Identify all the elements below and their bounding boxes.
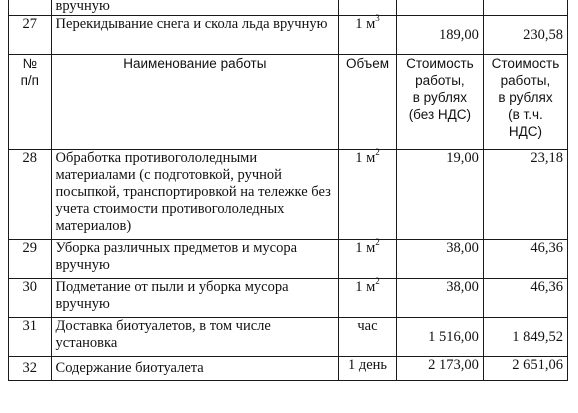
unit-cell xyxy=(339,147,397,240)
header-price-vat-cell: Стоимость работы, в рублях (в т.ч. НДС) xyxy=(483,55,567,150)
unit-cell xyxy=(339,13,397,55)
unit-cell xyxy=(339,318,397,357)
price-table xyxy=(8,0,568,381)
unit-cell xyxy=(339,0,397,16)
price-no-vat-cell: 19,00 xyxy=(396,150,483,240)
work-name-cell: Перекидывание снега и скола льда вручную xyxy=(51,16,339,55)
header-unit-cell: Объем xyxy=(339,55,397,150)
header-name-cell: Наименование работы xyxy=(51,55,339,150)
table-row xyxy=(9,357,568,381)
price-vat-cell xyxy=(483,0,567,16)
unit-value: 1 день xyxy=(347,357,388,373)
table-row xyxy=(9,240,568,279)
price-vat-cell: 1 849,52 xyxy=(483,318,567,357)
table-row-cut xyxy=(9,0,568,16)
work-name-cell: Подметание от пыли и уборка мусора вручную xyxy=(51,279,339,318)
row-number-cell: 29 xyxy=(9,240,52,279)
row-number-cell: 32 xyxy=(9,357,52,381)
unit-value: 1 м xyxy=(355,16,376,32)
price-table-body xyxy=(9,0,568,381)
price-no-vat-cell: 1 516,00 xyxy=(396,318,483,357)
unit-value: 1 м xyxy=(355,279,376,295)
price-no-vat-cell: 38,00 xyxy=(396,279,483,318)
price-vat-cell: 46,36 xyxy=(483,240,567,279)
table-row xyxy=(9,16,568,55)
row-number-cell: 31 xyxy=(9,318,52,357)
price-vat-cell: 23,18 xyxy=(483,150,567,240)
unit-cell xyxy=(339,357,397,381)
price-no-vat-cell xyxy=(396,0,483,16)
header-num-cell: № п/п xyxy=(9,55,52,150)
row-number-cell: 30 xyxy=(9,279,52,318)
unit-value: 1 м xyxy=(355,240,376,256)
work-name-cell: Уборка различных предметов и мусора вручную xyxy=(51,240,339,279)
row-number-cell: 27 xyxy=(9,16,52,55)
unit-cell xyxy=(339,276,397,318)
unit-value: час xyxy=(357,318,378,334)
table-row xyxy=(9,150,568,240)
price-no-vat-cell: 38,00 xyxy=(396,240,483,279)
price-vat-cell: 46,36 xyxy=(483,279,567,318)
price-no-vat-cell: 189,00 xyxy=(396,16,483,55)
work-name-cell: Содержание биотуалета xyxy=(51,357,339,381)
row-number-cell: 28 xyxy=(9,150,52,240)
unit-value: 1 м xyxy=(355,150,376,166)
work-name-cell: вручную xyxy=(51,0,339,16)
unit-exponent: 2 xyxy=(375,147,380,158)
header-price-no-vat-cell: Стоимость работы, в рублях (без НДС) xyxy=(396,55,483,150)
table-row xyxy=(9,279,568,318)
price-no-vat-cell: 2 173,00 xyxy=(396,357,483,381)
table-row xyxy=(9,318,568,357)
price-vat-cell: 230,58 xyxy=(483,16,567,55)
price-vat-cell: 2 651,06 xyxy=(483,357,567,381)
unit-cell xyxy=(339,237,397,279)
work-name-cell: Доставка биотуалетов, в том числе установка xyxy=(51,318,339,357)
unit-exponent: 3 xyxy=(375,13,380,24)
unit-exponent: 2 xyxy=(375,276,380,287)
table-header-row xyxy=(9,55,568,150)
unit-exponent: 2 xyxy=(375,237,380,248)
row-number-cell xyxy=(9,0,52,16)
work-name-cell: Обработка противогололедными материалами (с подготовкой, ручной посыпкой, транспортировкой на тележке без учета стоимости противогололедных материалов) xyxy=(51,150,339,240)
